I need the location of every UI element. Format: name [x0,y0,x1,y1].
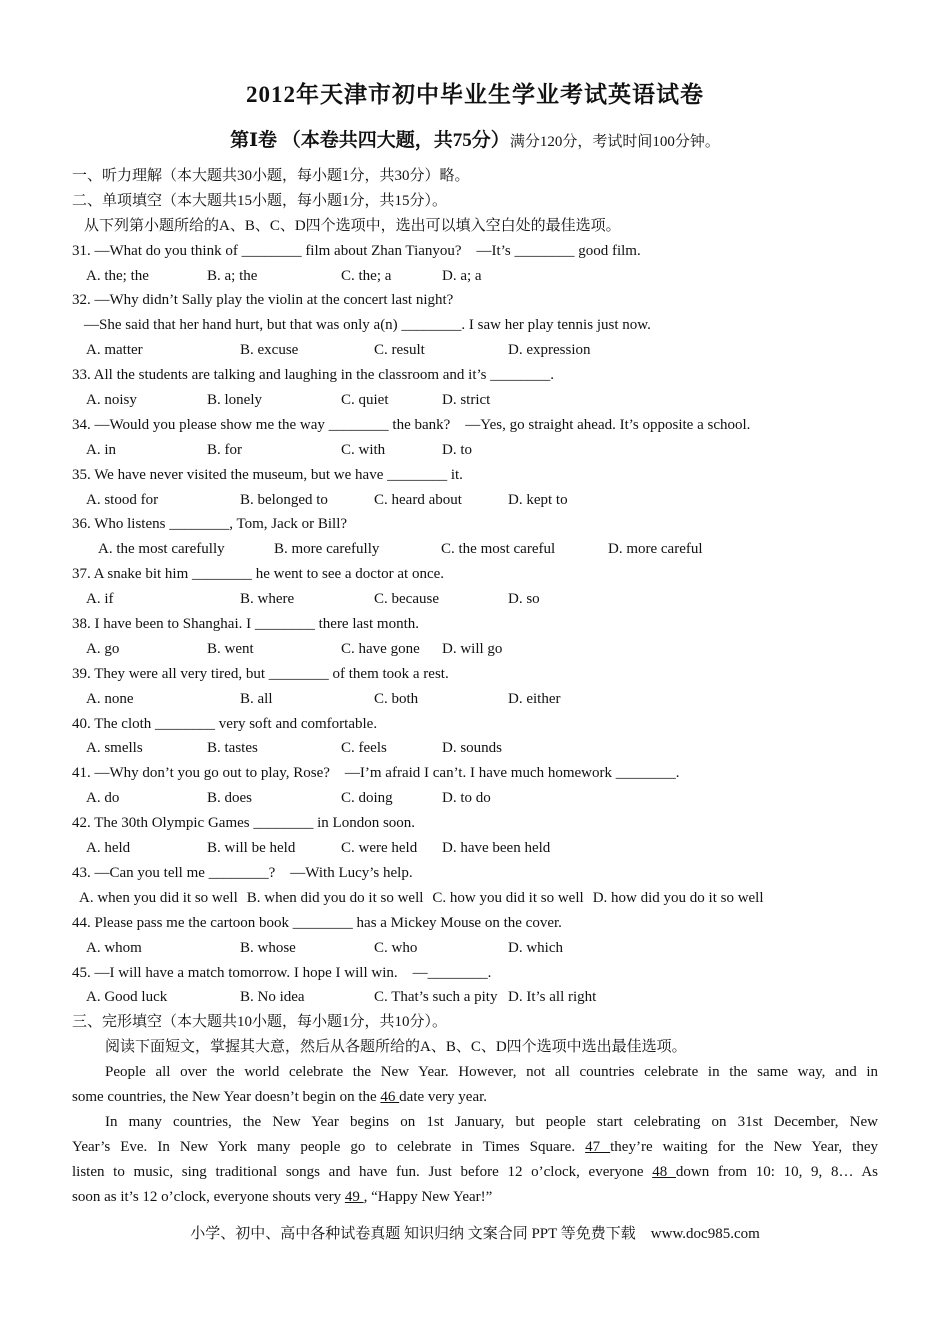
passage-line [72,1085,878,1110]
question-31 [72,239,878,289]
option-d[interactable]: D. strict [442,392,491,409]
question-stem: 45. —I will have a match tomorrow. I hope I will win. —________. [72,964,492,981]
option-a[interactable]: A. go [86,640,120,657]
option-a[interactable]: A. whom [86,939,142,956]
question-stem: 42. The 30th Olympic Games ________ in London soon. [72,815,416,832]
section1-heading: 一、听力理解（本大题共30小题，每小题1分，共30分）略。 [72,168,470,184]
option-b[interactable]: B. tastes [207,740,258,757]
passage-text: , “Happy New Year!” [363,1188,493,1205]
option-c[interactable]: C. That’s such a pity [374,989,498,1006]
passage-line [72,1160,878,1185]
option-d[interactable]: D. It’s all right [508,989,597,1006]
question-stem: 36. Who listens ________, Tom, Jack or Bill? [72,516,348,533]
section3-heading: 三、完形填空（本大题共10小题，每小题1分，共10分）。 [72,1014,448,1031]
answer-options [72,736,878,761]
exam-title: 2012年天津市初中毕业生学业考试英语试卷 [246,82,704,107]
option-d[interactable]: D. a; a [442,267,482,284]
option-c[interactable]: C. result [374,342,425,359]
option-d[interactable]: D. so [508,591,540,608]
option-b[interactable]: B. a; the [207,267,258,284]
question-stem: 34. —Would you please show me the way ________ the bank? —Yes, go straight ahead. It’s opposite a school. [72,416,751,433]
question-44 [72,911,878,961]
option-b[interactable]: B. went [207,640,254,657]
answer-options [72,687,878,712]
option-a[interactable]: A. if [86,591,114,608]
question-35 [72,463,878,513]
option-c[interactable]: C. the; a [341,267,392,284]
option-b[interactable]: B. does [207,790,252,807]
question-32 [72,288,878,363]
answer-options [72,886,878,911]
option-b[interactable]: B. excuse [240,342,299,359]
passage-text: Year’s Eve. In New York many people go to celebrate in Times Square. [72,1138,576,1155]
option-b[interactable]: B. more carefully [274,541,380,558]
passage-text: date very year. [399,1088,488,1105]
score-time-note: 满分120分，考试时间100分钟。 [509,134,720,150]
question-stem: 40. The cloth ________ very soft and comfortable. [72,715,378,732]
option-b[interactable]: B. all [240,690,273,707]
option-c[interactable]: C. because [374,591,439,608]
option-b[interactable]: B. lonely [207,392,262,409]
passage-line: People all over the world celebrate the New Year. However, not all countries celebrate in the same way, and in [105,1064,878,1081]
option-a[interactable]: A. Good luck [86,989,168,1006]
passage-line [72,1185,878,1210]
question-38 [72,612,878,662]
exam-subtitle [0,125,950,152]
option-c[interactable]: C. doing [341,790,393,807]
passage-text: listen to music, sing traditional songs and have fun. Just before 12 o’clock, everyone [72,1163,644,1180]
question-stem: 31. —What do you think of ________ film about Zhan Tianyou? —It’s ________ good film. [72,242,641,259]
option-a[interactable]: A. when you did it so well [79,889,238,906]
answer-options [72,637,878,662]
option-a[interactable]: A. held [86,840,131,857]
question-45 [72,961,878,1011]
question-stem: 41. —Why don’t you go out to play, Rose? —I’m afraid I can’t. I have much homework ________. [72,765,680,782]
option-d[interactable]: D. will go [442,640,503,657]
option-d[interactable]: D. either [508,690,561,707]
option-b[interactable]: B. will be held [207,840,296,857]
question-stem: 35. We have never visited the museum, but we have ________ it. [72,466,463,483]
question-42 [72,811,878,861]
page-footer: 小学、初中、高中各种试卷真题 知识归纳 文案合同 PPT 等免费下载 www.doc985.com [190,1226,760,1242]
question-34 [72,413,878,463]
answer-options [72,836,878,861]
option-b[interactable]: B. where [240,591,295,608]
passage-line: In many countries, the New Year begins on 1st January, but people start celebrating on 31st December, New [105,1113,878,1130]
exam-body [72,164,878,1209]
section2-heading: 二、单项填空（本大题共15小题，每小题1分，共15分）。 [72,192,448,209]
option-d[interactable]: D. expression [508,342,591,359]
section2-instruction: 从下列第小题所给的A、B、C、D四个选项中，选出可以填入空白处的最佳选项。 [84,217,621,234]
passage-text: they’re waiting for the New Year, they [610,1138,878,1155]
option-b[interactable]: B. belonged to [240,491,328,508]
question-list [72,239,878,1011]
question-stem-continued: —She said that her hand hurt, but that was only a(n) ________. I saw her play tennis just now. [84,317,651,334]
question-36 [72,512,878,562]
blank-48: 48 [652,1163,676,1180]
question-stem: 32. —Why didn’t Sally play the violin at the concert last night? [72,292,454,309]
blank-49: 49 [344,1188,364,1205]
option-a[interactable]: A. noisy [86,392,137,409]
option-a[interactable]: A. matter [86,342,143,359]
question-43 [72,861,878,911]
passage-text: down from 10: 10, 9, 8… As [675,1163,879,1180]
option-d[interactable]: D. how did you do it so well [592,889,764,906]
section3-instruction: 阅读下面短文，掌握其大意，然后从各题所给的A、B、C、D四个选项中选出最佳选项。 [105,1039,687,1056]
answer-options [72,488,878,513]
question-37 [72,562,878,612]
question-stem: 37. A snake bit him ________ he went to see a doctor at once. [72,566,445,583]
answer-options [72,786,878,811]
option-d[interactable]: D. which [508,939,563,956]
answer-options [72,264,878,289]
passage-text: some countries, the New Year doesn’t begin on the [72,1088,377,1105]
cloze-passage [72,1060,878,1209]
option-b[interactable]: B. whose [240,939,296,956]
option-a[interactable]: A. the; the [86,267,149,284]
question-41 [72,761,878,811]
blank-47: 47 [585,1138,611,1155]
answer-options [72,537,878,562]
option-d[interactable]: D. have been held [442,840,551,857]
paper-part-label: 第Ⅰ卷 （本卷共四大题，共75分） [230,130,510,151]
option-a[interactable]: A. the most carefully [98,541,225,558]
option-c[interactable]: C. the most careful [441,541,556,558]
answer-options [72,985,878,1010]
blank-46: 46 [380,1088,400,1105]
option-c[interactable]: C. with [341,441,386,458]
option-c[interactable]: C. have gone [341,640,420,657]
answer-options [72,936,878,961]
question-stem: 44. Please pass me the cartoon book ________ has a Mickey Mouse on the cover. [72,914,562,931]
question-39 [72,662,878,712]
option-c[interactable]: C. were held [341,840,418,857]
answer-options [72,438,878,463]
option-d[interactable]: D. more careful [608,541,703,558]
question-33 [72,363,878,413]
answer-options [72,338,878,363]
option-c[interactable]: C. quiet [341,392,389,409]
option-b[interactable]: B. No idea [240,989,305,1006]
option-d[interactable]: D. to do [442,790,491,807]
question-stem: 33. All the students are talking and laughing in the classroom and it’s ________. [72,367,555,384]
option-a[interactable]: A. smells [86,740,143,757]
option-a[interactable]: A. stood for [86,491,159,508]
option-a[interactable]: A. in [86,441,116,458]
answer-options [72,388,878,413]
option-d[interactable]: D. to [442,441,472,458]
option-d[interactable]: D. kept to [508,491,568,508]
option-c[interactable]: C. how you did it so well [432,889,584,906]
option-a[interactable]: A. do [86,790,120,807]
question-stem: 39. They were all very tired, but ________ of them took a rest. [72,665,449,682]
passage-text: soon as it’s 12 o’clock, everyone shouts very [72,1188,342,1205]
option-c[interactable]: C. both [374,690,419,707]
option-c[interactable]: C. heard about [374,491,462,508]
option-d[interactable]: D. sounds [442,740,503,757]
passage-line [72,1135,878,1160]
question-40 [72,712,878,762]
option-c[interactable]: C. who [374,939,418,956]
answer-options [72,587,878,612]
option-a[interactable]: A. none [86,690,134,707]
question-stem: 43. —Can you tell me ________? —With Lucy’s help. [72,864,413,881]
question-stem: 38. I have been to Shanghai. I ________ there last month. [72,616,420,633]
option-b[interactable]: B. for [207,441,242,458]
option-b[interactable]: B. when did you do it so well [246,889,424,906]
option-c[interactable]: C. feels [341,740,387,757]
